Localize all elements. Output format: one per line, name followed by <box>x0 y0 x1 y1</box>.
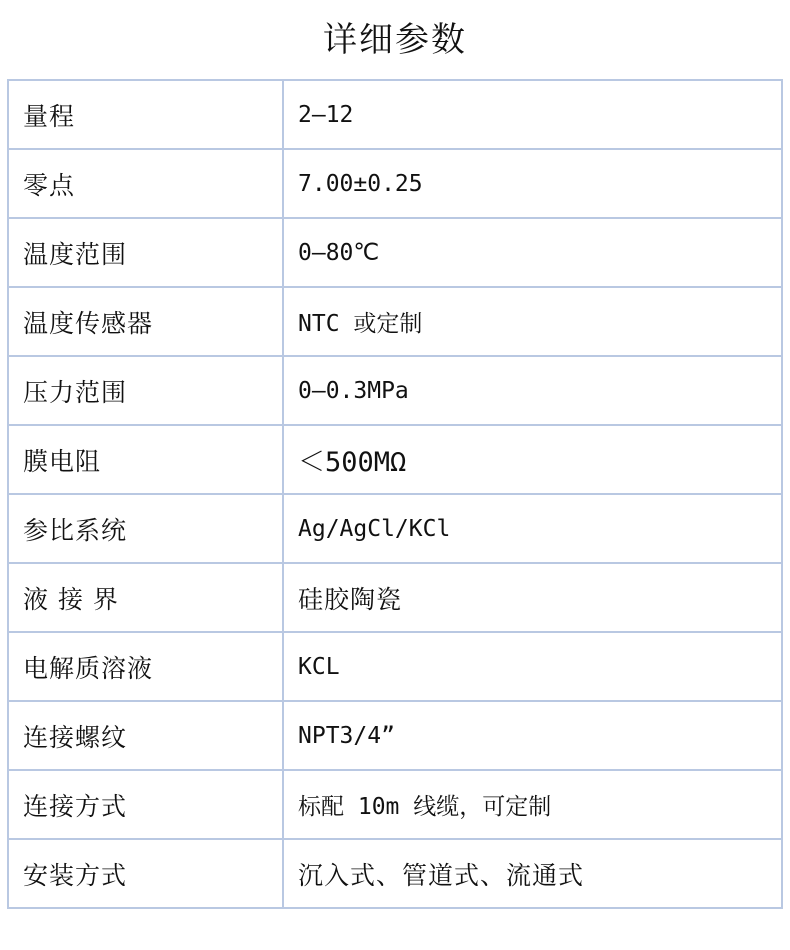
table-body <box>8 80 782 908</box>
parameter-value: 7.00±0.25 <box>283 149 782 218</box>
parameter-label: 连接方式 <box>8 770 283 839</box>
parameter-value: 硅胶陶瓷 <box>283 563 782 632</box>
parameter-label: 电解质溶液 <box>8 632 283 701</box>
parameter-value: 沉入式、管道式、流通式 <box>283 839 782 908</box>
parameter-label: 温度范围 <box>8 218 283 287</box>
page-title: 详细参数 <box>323 20 467 60</box>
table-row <box>8 494 782 563</box>
table-row <box>8 149 782 218</box>
table-row <box>8 287 782 356</box>
table-row <box>8 80 782 149</box>
parameter-value: ＜500MΩ <box>283 425 782 494</box>
parameter-label: 连接螺纹 <box>8 701 283 770</box>
parameter-label: 液 接 界 <box>8 563 283 632</box>
parameter-label: 压力范围 <box>8 356 283 425</box>
table-row <box>8 632 782 701</box>
specifications-table <box>7 79 783 909</box>
parameter-value: NPT3/4” <box>283 701 782 770</box>
parameter-label: 零点 <box>8 149 283 218</box>
parameter-value: 标配 10m 线缆，可定制 <box>283 770 782 839</box>
table-row <box>8 770 782 839</box>
table-row <box>8 839 782 908</box>
table-row <box>8 218 782 287</box>
table-row <box>8 563 782 632</box>
parameter-value: 0–0.3MPa <box>283 356 782 425</box>
table-row <box>8 356 782 425</box>
parameter-label: 安装方式 <box>8 839 283 908</box>
parameter-label: 温度传感器 <box>8 287 283 356</box>
parameter-value: NTC 或定制 <box>283 287 782 356</box>
parameter-label: 参比系统 <box>8 494 283 563</box>
table-row <box>8 701 782 770</box>
parameter-value: 2–12 <box>283 80 782 149</box>
parameter-value: Ag/AgCl/KCl <box>283 494 782 563</box>
parameter-label: 膜电阻 <box>8 425 283 494</box>
table-row <box>8 425 782 494</box>
parameter-label: 量程 <box>8 80 283 149</box>
parameter-value: 0–80℃ <box>283 218 782 287</box>
parameter-value: KCL <box>283 632 782 701</box>
